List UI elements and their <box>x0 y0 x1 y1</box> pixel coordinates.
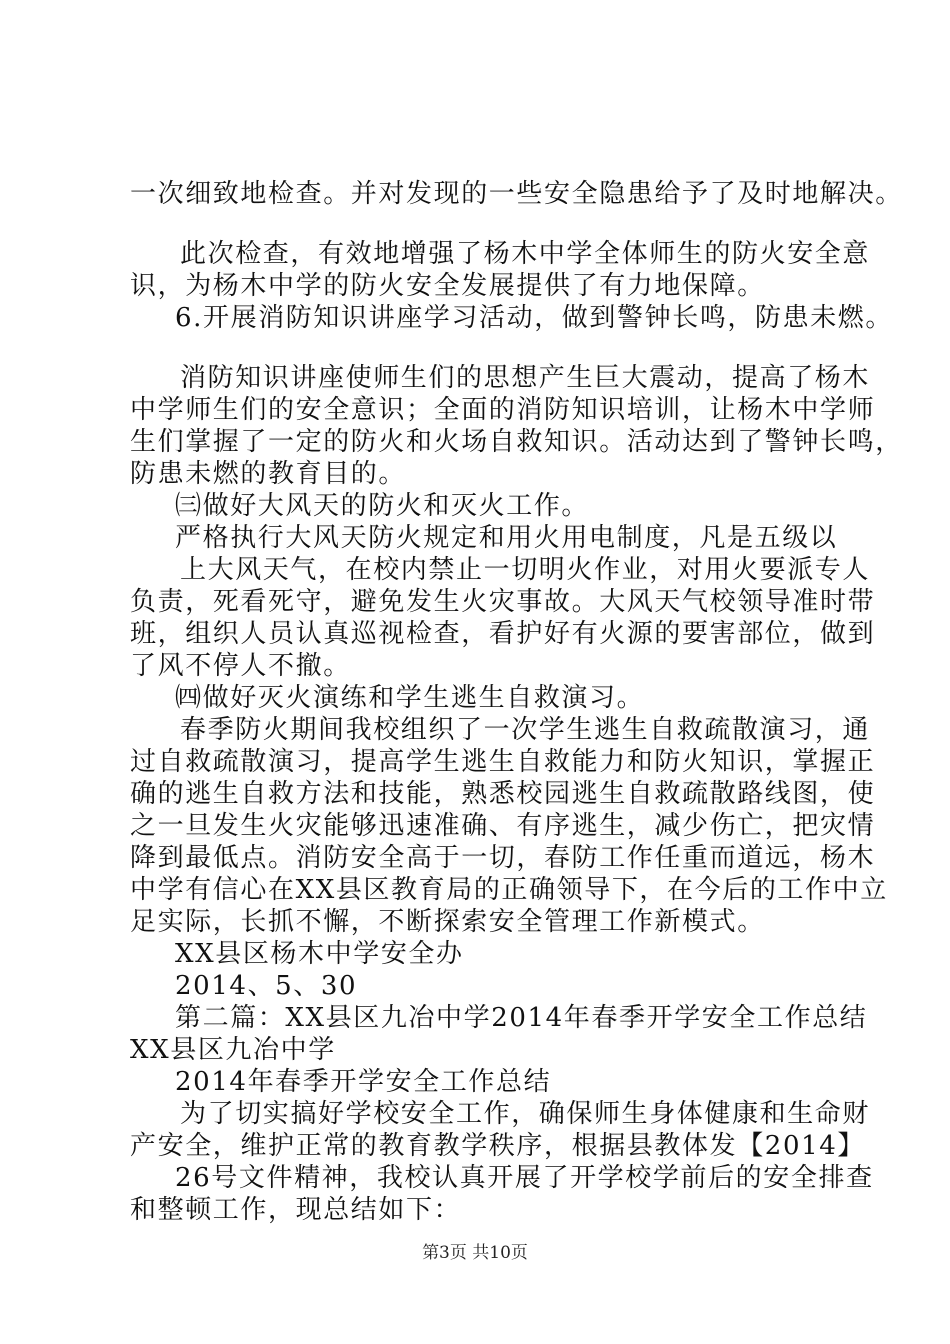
paragraph-line: 中学有信心在XX县区教育局的正确领导下，在今后的工作中立 <box>130 875 888 905</box>
paragraph-line: 之一旦发生火灾能够迅速准确、有序逃生，减少伤亡，把灾情 <box>130 811 876 841</box>
paragraph-line: 春季防火期间我校组织了一次学生逃生自救疏散演习，通 <box>180 715 871 745</box>
report-title: 2014年春季开学安全工作总结 <box>175 1067 552 1097</box>
paragraph-line: 防患未燃的教育目的。 <box>130 459 407 489</box>
section-heading: 6.开展消防知识讲座学习活动，做到警钟长鸣，防患未燃。 <box>175 303 894 333</box>
section-heading: ㈣做好灭火演练和学生逃生自救演习。 <box>175 683 645 713</box>
paragraph-line: 足实际，长抓不懈，不断探索安全管理工作新模式。 <box>130 907 765 937</box>
paragraph-line: 26号文件精神，我校认真开展了开学校学前后的安全排查 <box>175 1163 874 1193</box>
paragraph-line: 负责，死看死守，避免发生火灾事故。大风天气校领导准时带 <box>130 587 876 617</box>
paragraph-line: 过自救疏散演习，提高学生逃生自救能力和防火知识，掌握正 <box>130 747 876 777</box>
paragraph-line: 上大风天气，在校内禁止一切明火作业，对用火要派专人 <box>180 555 871 585</box>
paragraph-line: 消防知识讲座使师生们的思想产生巨大震动，提高了杨木 <box>180 363 871 393</box>
chapter-title: 第二篇：XX县区九冶中学2014年春季开学安全工作总结 <box>175 1003 868 1033</box>
signature-office: XX县区杨木中学安全办 <box>175 939 464 969</box>
paragraph-line: 了风不停人不撤。 <box>130 651 351 681</box>
paragraph-line: 此次检查，有效地增强了杨木中学全体师生的防火安全意 <box>180 239 871 269</box>
paragraph-line: 班，组织人员认真巡视检查，看护好有火源的要害部位，做到 <box>130 619 876 649</box>
section-heading: ㈢做好大风天的防火和灭火工作。 <box>175 491 590 521</box>
paragraph-line: 中学师生们的安全意识；全面的消防知识培训，让杨木中学师 <box>130 395 876 425</box>
page-number-footer: 第3页 共10页 <box>422 1243 528 1263</box>
paragraph-line: 为了切实搞好学校安全工作，确保师生身体健康和生命财 <box>180 1099 871 1129</box>
paragraph-line: 识，为杨木中学的防火安全发展提供了有力地保障。 <box>130 271 765 301</box>
paragraph-line: 和整顿工作，现总结如下： <box>130 1195 462 1225</box>
paragraph-line: 产安全，维护正常的教育教学秩序，根据县教体发【2014】 <box>130 1131 865 1161</box>
paragraph-line: 严格执行大风天防火规定和用火用电制度，凡是五级以 <box>175 523 838 553</box>
paragraph-line: 生们掌握了一定的防火和火场自救知识。活动达到了警钟长鸣， <box>130 427 903 457</box>
school-name: XX县区九冶中学 <box>130 1035 336 1065</box>
paragraph-line: 确的逃生自救方法和技能，熟悉校园逃生自救疏散路线图，使 <box>130 779 876 809</box>
paragraph-line: 降到最低点。消防安全高于一切，春防工作任重而道远，杨木 <box>130 843 876 873</box>
paragraph-line: 一次细致地检查。并对发现的一些安全隐患给予了及时地解决。 <box>130 179 903 209</box>
signature-date: 2014、5、30 <box>175 971 358 1001</box>
